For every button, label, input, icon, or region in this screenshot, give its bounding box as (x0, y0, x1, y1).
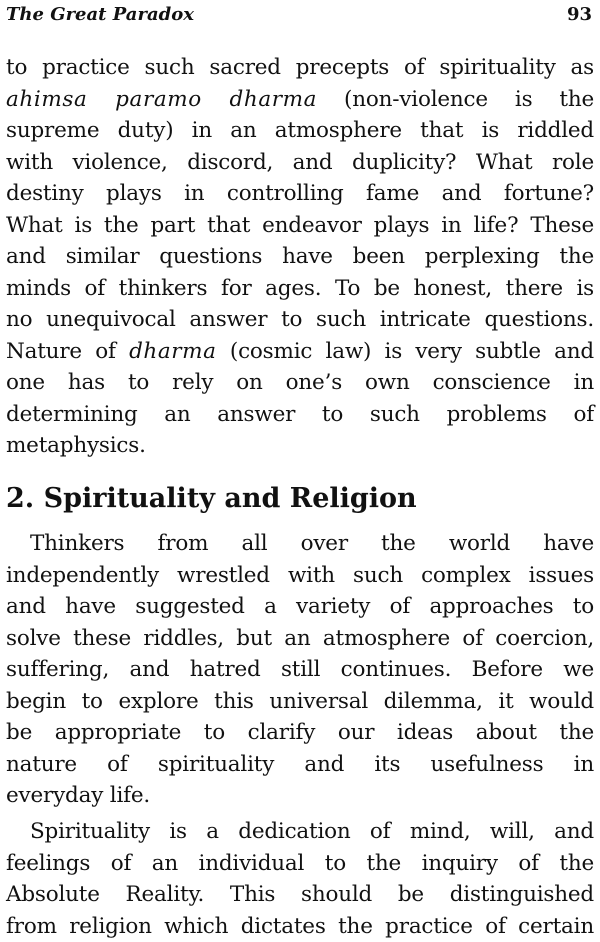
text-line (6, 210, 594, 242)
text-line (6, 848, 594, 880)
text-run: metaphysics. (6, 433, 146, 458)
text-run: nature of spirituality and its usefulness in (6, 752, 594, 777)
text-run: begin to explore this universal dilemma, it would (6, 689, 594, 714)
text-line (6, 367, 594, 399)
text-run: everyday life. (6, 783, 150, 808)
paragraph-2 (6, 528, 594, 812)
paragraph-1 (6, 52, 594, 462)
text-line (6, 241, 594, 273)
text-run: solve these riddles, but an atmosphere of coercion, (6, 626, 594, 651)
text-line (6, 911, 594, 942)
italic-term: dharma (129, 339, 217, 364)
section-heading: 2. Spirituality and Religion (6, 482, 417, 516)
text-run: Spirituality is a dedication of mind, will, and (30, 819, 594, 844)
text-line (6, 430, 594, 462)
running-head (6, 4, 592, 25)
text-line (6, 304, 594, 336)
running-title: The Great Paradox (6, 4, 194, 25)
text-line (6, 147, 594, 179)
text-line (6, 591, 594, 623)
text-run: Nature of (6, 339, 129, 364)
text-line (6, 528, 594, 560)
text-run: What is the part that endeavor plays in life? These (6, 213, 594, 238)
text-line (6, 749, 594, 781)
text-run: Absolute Reality. This should be distinguished (6, 882, 594, 907)
text-run: independently wrestled with such complex issues (6, 563, 594, 588)
text-line (6, 399, 594, 431)
text-run: (cosmic law) is very subtle and (217, 339, 594, 364)
text-line (6, 879, 594, 911)
paragraph-3 (6, 816, 594, 942)
text-run: no unequivocal answer to such intricate questions. (6, 307, 594, 332)
text-line (6, 84, 594, 116)
text-run: Thinkers from all over the world have (30, 531, 594, 556)
text-line (6, 780, 594, 812)
page-number: 93 (567, 4, 592, 25)
text-line (6, 115, 594, 147)
text-line (6, 52, 594, 84)
text-run: feelings of an individual to the inquiry of the (6, 851, 594, 876)
text-line (6, 560, 594, 592)
text-line (6, 623, 594, 655)
text-run: to practice such sacred precepts of spirituality as (6, 55, 594, 80)
text-run: with violence, discord, and duplicity? What role (6, 150, 594, 175)
text-run: and similar questions have been perplexing the (6, 244, 594, 269)
text-line (6, 717, 594, 749)
text-run: and have suggested a variety of approaches to (6, 594, 594, 619)
text-run: supreme duty) in an atmosphere that is riddled (6, 118, 594, 143)
text-line (6, 816, 594, 848)
text-line (6, 336, 594, 368)
text-run: determining an answer to such problems of (6, 402, 594, 427)
italic-term: ahimsa paramo dharma (6, 87, 317, 112)
text-run: minds of thinkers for ages. To be honest, there is (6, 276, 594, 301)
text-run: be appropriate to clarify our ideas about the (6, 720, 594, 745)
text-line (6, 654, 594, 686)
text-run: one has to rely on one’s own conscience in (6, 370, 594, 395)
text-run: suffering, and hatred still continues. Before we (6, 657, 594, 682)
text-run: from religion which dictates the practice of certain (6, 914, 594, 939)
text-line (6, 686, 594, 718)
text-run: (non-violence is the (317, 87, 594, 112)
text-run: destiny plays in controlling fame and fortune? (6, 181, 594, 206)
text-line (6, 273, 594, 305)
text-line (6, 178, 594, 210)
